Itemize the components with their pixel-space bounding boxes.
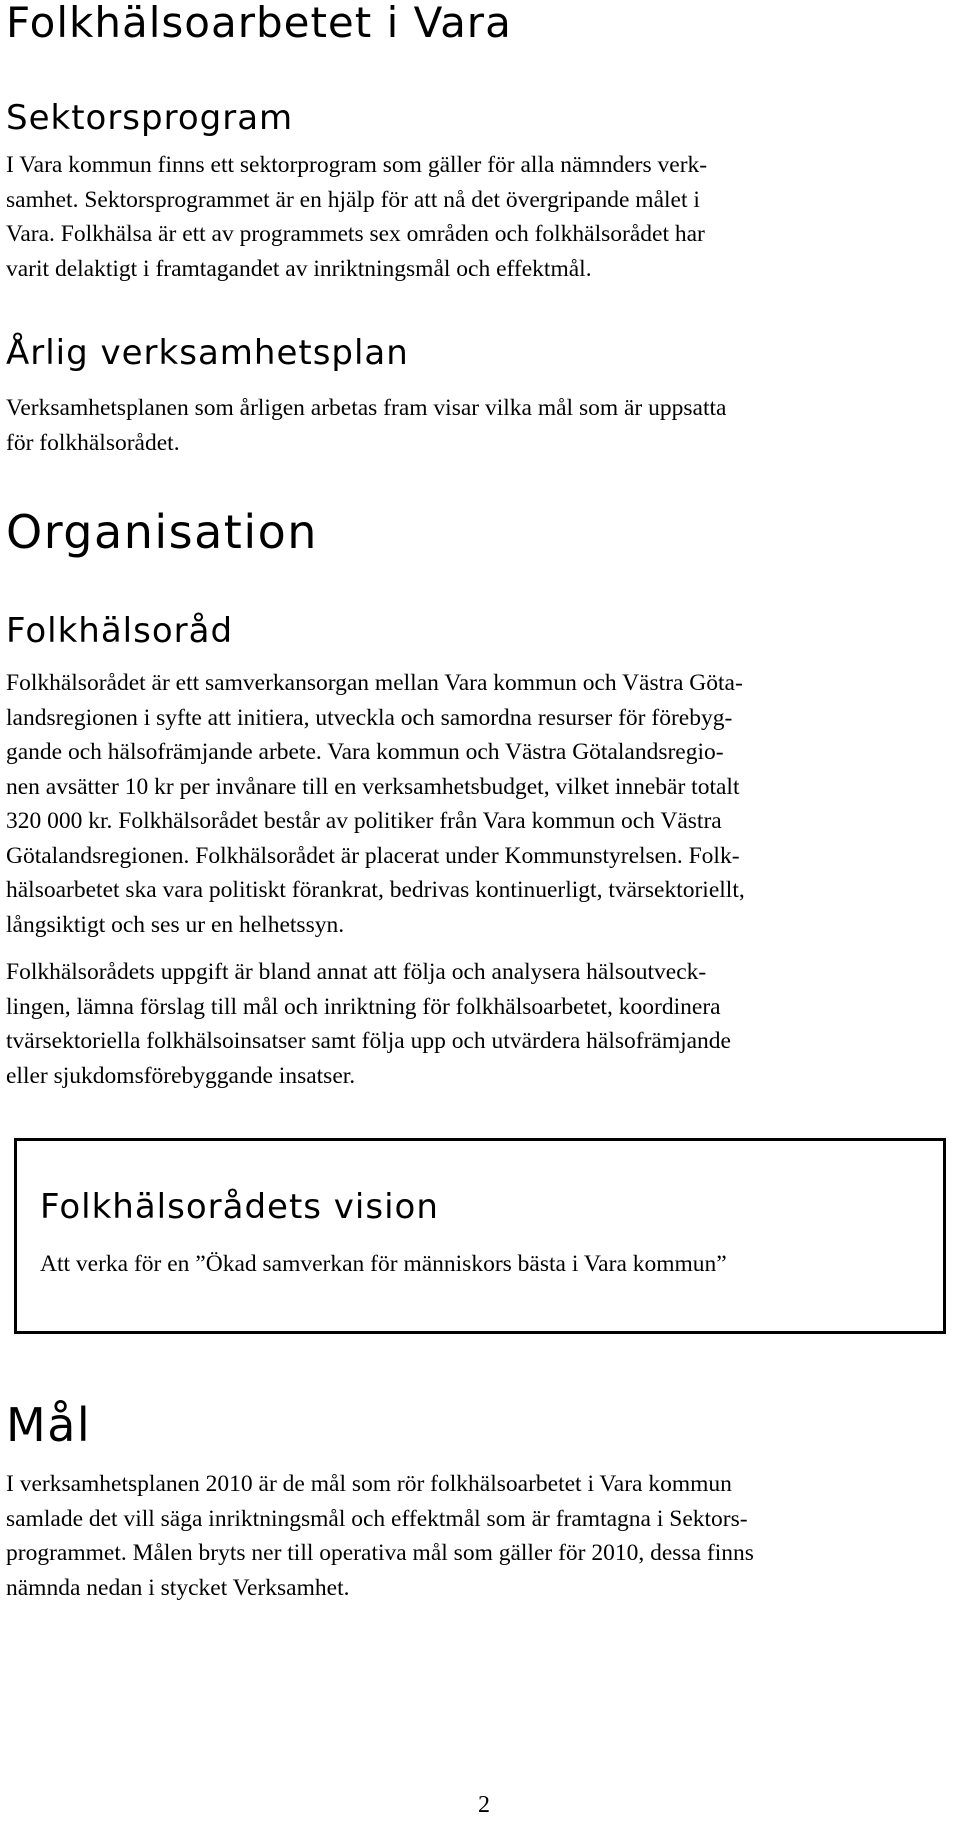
text-line: långsiktigt och ses ur en helhetssyn. [6, 911, 345, 938]
vision-statement [40, 1247, 920, 1282]
text-line: nämnda nedan i stycket Verksamhet. [6, 1574, 350, 1601]
sektorsprogram-paragraph [6, 148, 921, 286]
text-line: Att verka för en ”Ökad samverkan för människors bästa i Vara kommun” [40, 1251, 727, 1277]
section-heading-verksamhetsplan: Årlig verksamhetsplan [6, 333, 409, 373]
text-line: landsregionen i syfte att initiera, utveckla och samordna resurser för förebyg- [6, 704, 733, 731]
text-line: Verksamhetsplanen som årligen arbetas fram visar vilka mål som är uppsatta [6, 395, 727, 421]
vision-heading: Folkhälsorådets vision [40, 1187, 439, 1227]
text-line: tvärsektoriella folkhälsoinsatser samt följa upp och utvärdera hälsofrämjande [6, 1028, 731, 1054]
text-line: I verksamhetsplanen 2010 är de mål som rör folkhälsoarbetet i Vara kommun [6, 1471, 732, 1497]
verksamhetsplan-paragraph [6, 391, 921, 460]
section-heading-folkhalsorad: Folkhälsoråd [6, 611, 234, 651]
text-line: samlade det vill säga inriktningsmål och effektmål som är framtagna i Sektors- [6, 1505, 748, 1532]
text-line: lingen, lämna förslag till mål och inriktning för folkhälsoarbetet, koordinera [6, 993, 721, 1020]
section-heading-sektorsprogram: Sektorsprogram [6, 98, 294, 138]
text-line: Götalandsregionen. Folkhälsorådet är placerat under Kommunstyrelsen. Folk- [6, 842, 740, 869]
section-heading-organisation: Organisation [6, 505, 318, 559]
text-line: samhet. Sektorsprogrammet är en hjälp för att nå det övergripande målet i [6, 186, 700, 213]
text-line: 320 000 kr. Folkhälsorådet består av politiker från Vara kommun och Västra [6, 808, 722, 834]
mal-paragraph [6, 1467, 921, 1605]
folkhalsorad-paragraph-1 [6, 666, 921, 942]
text-line: nen avsätter 10 kr per invånare till en verksamhetsbudget, vilket innebär totalt [6, 773, 740, 800]
folkhalsorad-paragraph-2 [6, 955, 921, 1093]
text-line: för folkhälsorådet. [6, 429, 180, 456]
text-line: Folkhälsorådets uppgift är bland annat att följa och analysera hälsoutveck- [6, 959, 707, 985]
page-number: 2 [478, 1792, 490, 1818]
page-title: Folkhälsoarbetet i Vara [6, 0, 512, 47]
vision-box [14, 1138, 946, 1334]
section-heading-mal: Mål [6, 1398, 92, 1452]
text-line: Vara. Folkhälsa är ett av programmets sex områden och folkhälsorådet har [6, 221, 705, 247]
text-line: hälsoarbetet ska vara politiskt förankrat, bedrivas kontinuerligt, tvärsektoriellt, [6, 877, 745, 903]
text-line: gande och hälsofrämjande arbete. Vara kommun och Västra Götalandsregio- [6, 739, 724, 765]
text-line: varit delaktigt i framtagandet av inriktningsmål och effektmål. [6, 255, 592, 282]
text-line: programmet. Målen bryts ner till operativa mål som gäller för 2010, dessa finns [6, 1540, 754, 1566]
text-line: eller sjukdomsförebyggande insatser. [6, 1062, 356, 1089]
text-line: Folkhälsorådet är ett samverkansorgan mellan Vara kommun och Västra Göta- [6, 670, 743, 696]
text-line: I Vara kommun finns ett sektorprogram som gäller för alla nämnders verk- [6, 152, 708, 178]
